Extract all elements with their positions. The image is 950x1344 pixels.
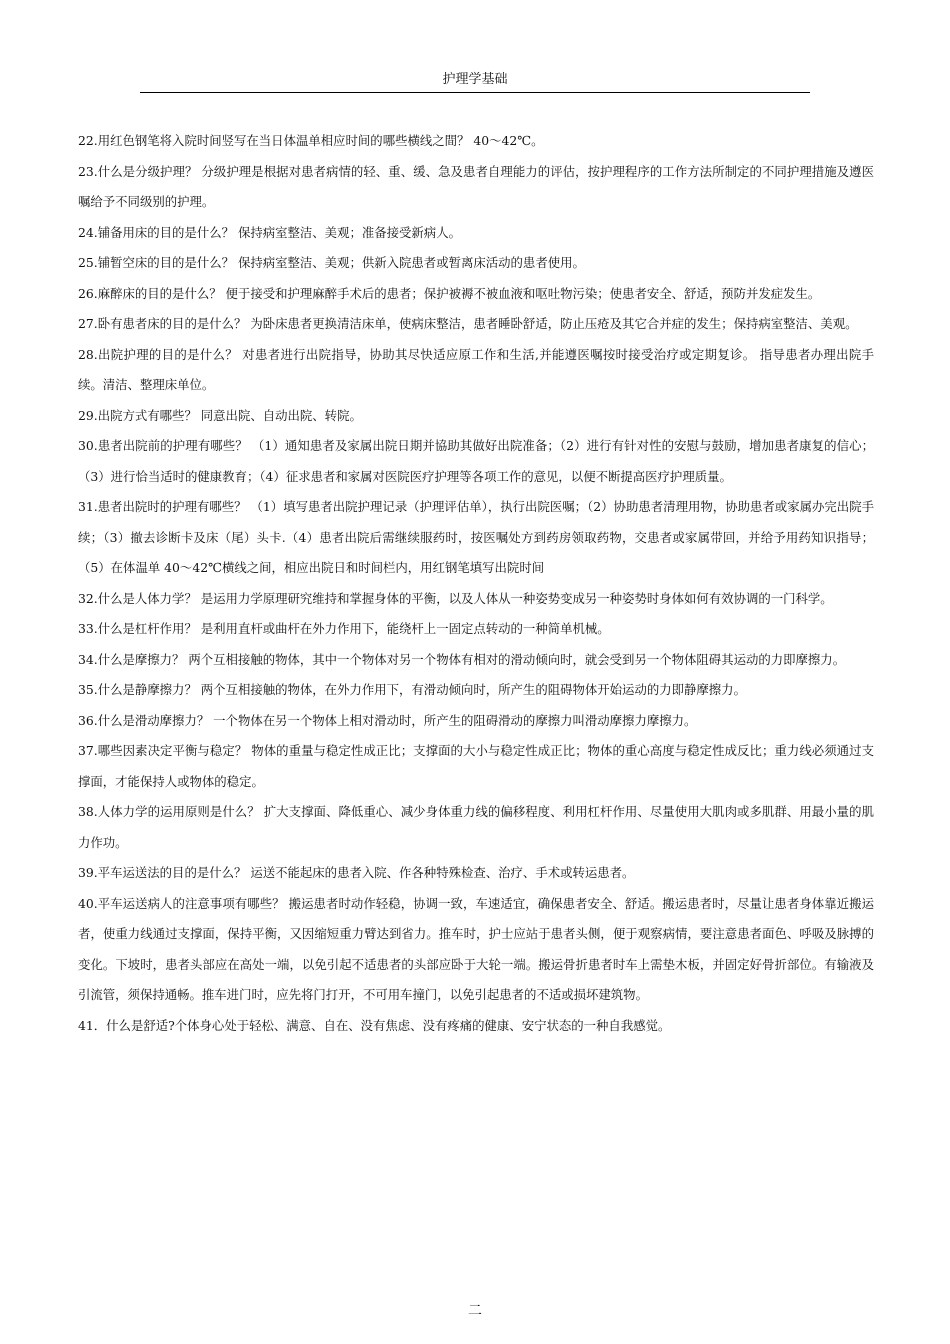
qa-item-28: 28.出院护理的目的是什么？ 对患者进行出院指导，协助其尽快适应原工作和生活,并能遵医嘱按时接受治疗或定期复诊。 指导患者办理出院手续。清洁、整理床单位。 <box>78 346 874 392</box>
qa-item-41: 41．什么是舒适?个体身心处于轻松、满意、自在、没有焦虑、没有疼痛的健康、安宁状态的一种自我感觉。 <box>78 1017 671 1033</box>
qa-item-25: 25.铺暂空床的目的是什么？ 保持病室整洁、美观；供新入院患者或暂离床活动的患者使用。 <box>78 255 585 270</box>
qa-item-32: 32.什么是人体力学？ 是运用力学原理研究维持和掌握身体的平衡，以及人体从一种姿势变成另一种姿势时身体如何有效协调的一门科学。 <box>78 590 833 606</box>
qa-item-24: 24.铺备用床的目的是什么？ 保持病室整洁、美观；准备接受新病人。 <box>78 224 461 240</box>
qa-item-22: 22.用红色钢笔将入院时间竖写在当日体温单相应时间的哪些横线之間？ 40～42℃。 <box>78 133 544 148</box>
qa-item-39: 39.平车运送法的目的是什么？ 运送不能起床的患者入院、作各种特殊检查、治疗、手术或转运患者。 <box>78 865 635 880</box>
document-body <box>78 126 874 1041</box>
qa-item-29: 29.出院方式有哪些？ 同意出院、自动出院、转院。 <box>78 407 362 423</box>
qa-item-33: 33.什么是杠杆作用？ 是利用直杆或曲杆在外力作用下，能绕杆上一固定点转动的一种简单机械。 <box>78 621 610 636</box>
header-title: 护理学基础 <box>442 72 508 87</box>
qa-item-30: 30.患者出院前的护理有哪些？ （1）通知患者及家属出院日期并協助其做好出院准备；（2）进行有针对性的安慰与鼓励，增加患者康复的信心；（3）进行恰当适时的健康教育；（4）征求患者和家属对医院医疗护理等各项工作的意见，以便不断提高医疗护理质量。 <box>78 438 874 484</box>
qa-item-27: 27.卧有患者床的目的是什么？ 为卧床患者更换清洁床单，使病床整洁，患者睡卧舒适，防止压疮及其它合并症的发生；保持病室整洁、美观。 <box>78 316 858 331</box>
qa-item-40: 40.平车运送病人的注意事项有哪些？ 搬运患者时动作轻稳，协调一致，车速适宜，确保患者安全、舒适。搬运患者时，尽量让患者身体靠近搬运者，使重力线通过支撑面，保持平衡，又因缩短重力臂达到省力。推车时，护士应站于患者头侧，便于观察病情，要注意患者面色、呼吸及脉搏的变化。下坡时，患者头部应在高处一端，以免引起不适患者的头部应卧于大轮一端。搬运骨折患者时车上需垫木板，并固定好骨折部位。有输液及引流管，须保持通畅。推车进门时，应先将门打开，不可用车撞门，以免引起患者的不适或损坏建筑物。 <box>78 895 874 1002</box>
page-number: 二 <box>468 1303 482 1319</box>
page-header <box>140 68 810 93</box>
qa-item-35: 35.什么是静摩擦力？ 两个互相接触的物体，在外力作用下，有滑动倾向时，所产生的阻碍物体开始运动的力即静摩擦力。 <box>78 682 746 697</box>
qa-item-31: 31.患者出院时的护理有哪些？ （1）填写患者出院护理记录（护理评估单），执行出院医嘱；（2）协助患者清理用物，协助患者或家属办完出院手续；（3）撤去诊断卡及床（尾）头卡.（4）患者出院后需继续服药时，按医嘱处方到药房领取药物，交患者或家属带回，并给予用药知识指导；（5）在体温单 40～42℃横线之间，相应出院日和时间栏内，用红钢笔填写出院时间 <box>78 499 874 575</box>
qa-item-37: 37.哪些因素决定平衡与稳定？ 物体的重量与稳定性成正比；支撑面的大小与稳定性成正比；物体的重心高度与稳定性成反比；重力线必须通过支撑面，才能保持人或物体的稳定。 <box>78 743 874 789</box>
qa-item-34: 34.什么是摩擦力？ 两个互相接触的物体，其中一个物体对另一个物体有相对的滑动倾向时，就会受到另一个物体阻碍其运动的力即摩擦力。 <box>78 651 846 667</box>
qa-item-36: 36.什么是滑动摩擦力？ 一个物体在另一个物体上相对滑动时，所产生的阻碍滑动的摩擦力叫滑动摩擦力摩擦力。 <box>78 712 697 728</box>
qa-item-38: 38.人体力学的运用原则是什么？ 扩大支撑面、降低重心、减少身体重力线的偏移程度、利用杠杆作用、尽量使用大肌肉或多肌群、用最小量的肌力作功。 <box>78 804 874 850</box>
qa-item-23: 23.什么是分级护理？ 分级护理是根据对患者病情的轻、重、缓、急及患者自理能力的评估，按护理程序的工作方法所制定的不同护理措施及遵医嘱给予不同级别的护理。 <box>78 163 874 209</box>
qa-item-26: 26.麻醉床的目的是什么？ 便于接受和护理麻醉手术后的患者；保护被褥不被血液和呕吐物污染；使患者安全、舒适，预防并发症发生。 <box>78 285 821 301</box>
